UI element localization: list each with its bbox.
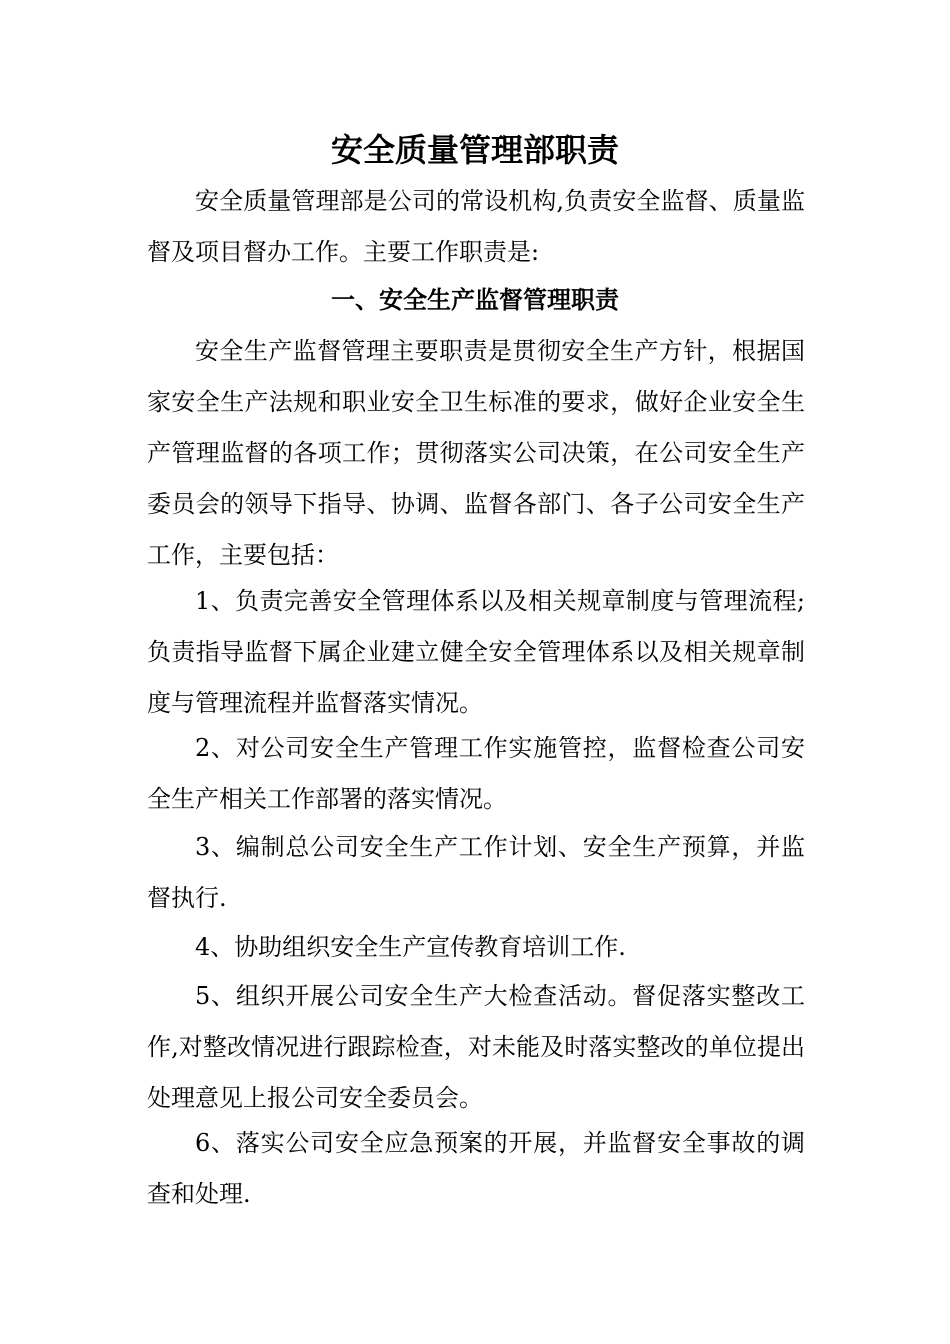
- duty-item-2: 2、对公司安全生产管理工作实施管控，监督检查公司安全生产相关工作部署的落实情况。: [147, 734, 805, 813]
- section-heading: 一、安全生产监督管理职责: [331, 286, 619, 314]
- duty-item-3: 3、编制总公司安全生产工作计划、安全生产预算，并监督执行.: [147, 833, 805, 912]
- duty-item-1: 1、负责完善安全管理体系以及相关规章制度与管理流程;负责指导监督下属企业建立健全安全管理体系以及相关规章制度与管理流程并监督落实情况。: [147, 587, 805, 717]
- duty-item-6: 6、落实公司安全应急预案的开展，并监督安全事故的调查和处理.: [147, 1129, 805, 1208]
- intro-paragraph: 安全质量管理部是公司的常设机构,负责安全监督、质量监督及项目督办工作。主要工作职责是:: [147, 187, 805, 266]
- duty-item-5: 5、组织开展公司安全生产大检查活动。督促落实整改工作,对整改情况进行跟踪检查，对未能及时落实整改的单位提出处理意见上报公司安全委员会。: [147, 982, 805, 1112]
- duty-item-4: 4、协助组织安全生产宣传教育培训工作.: [195, 933, 626, 961]
- document-title: 安全质量管理部职责: [330, 131, 619, 169]
- section-paragraph: 安全生产监督管理主要职责是贯彻安全生产方针，根据国家安全生产法规和职业安全卫生标准的要求，做好企业安全生产管理监督的各项工作；贯彻落实公司决策，在公司安全生产委员会的领导下指导、协调、监督各部门、各子公司安全生产工作，主要包括：: [147, 337, 805, 569]
